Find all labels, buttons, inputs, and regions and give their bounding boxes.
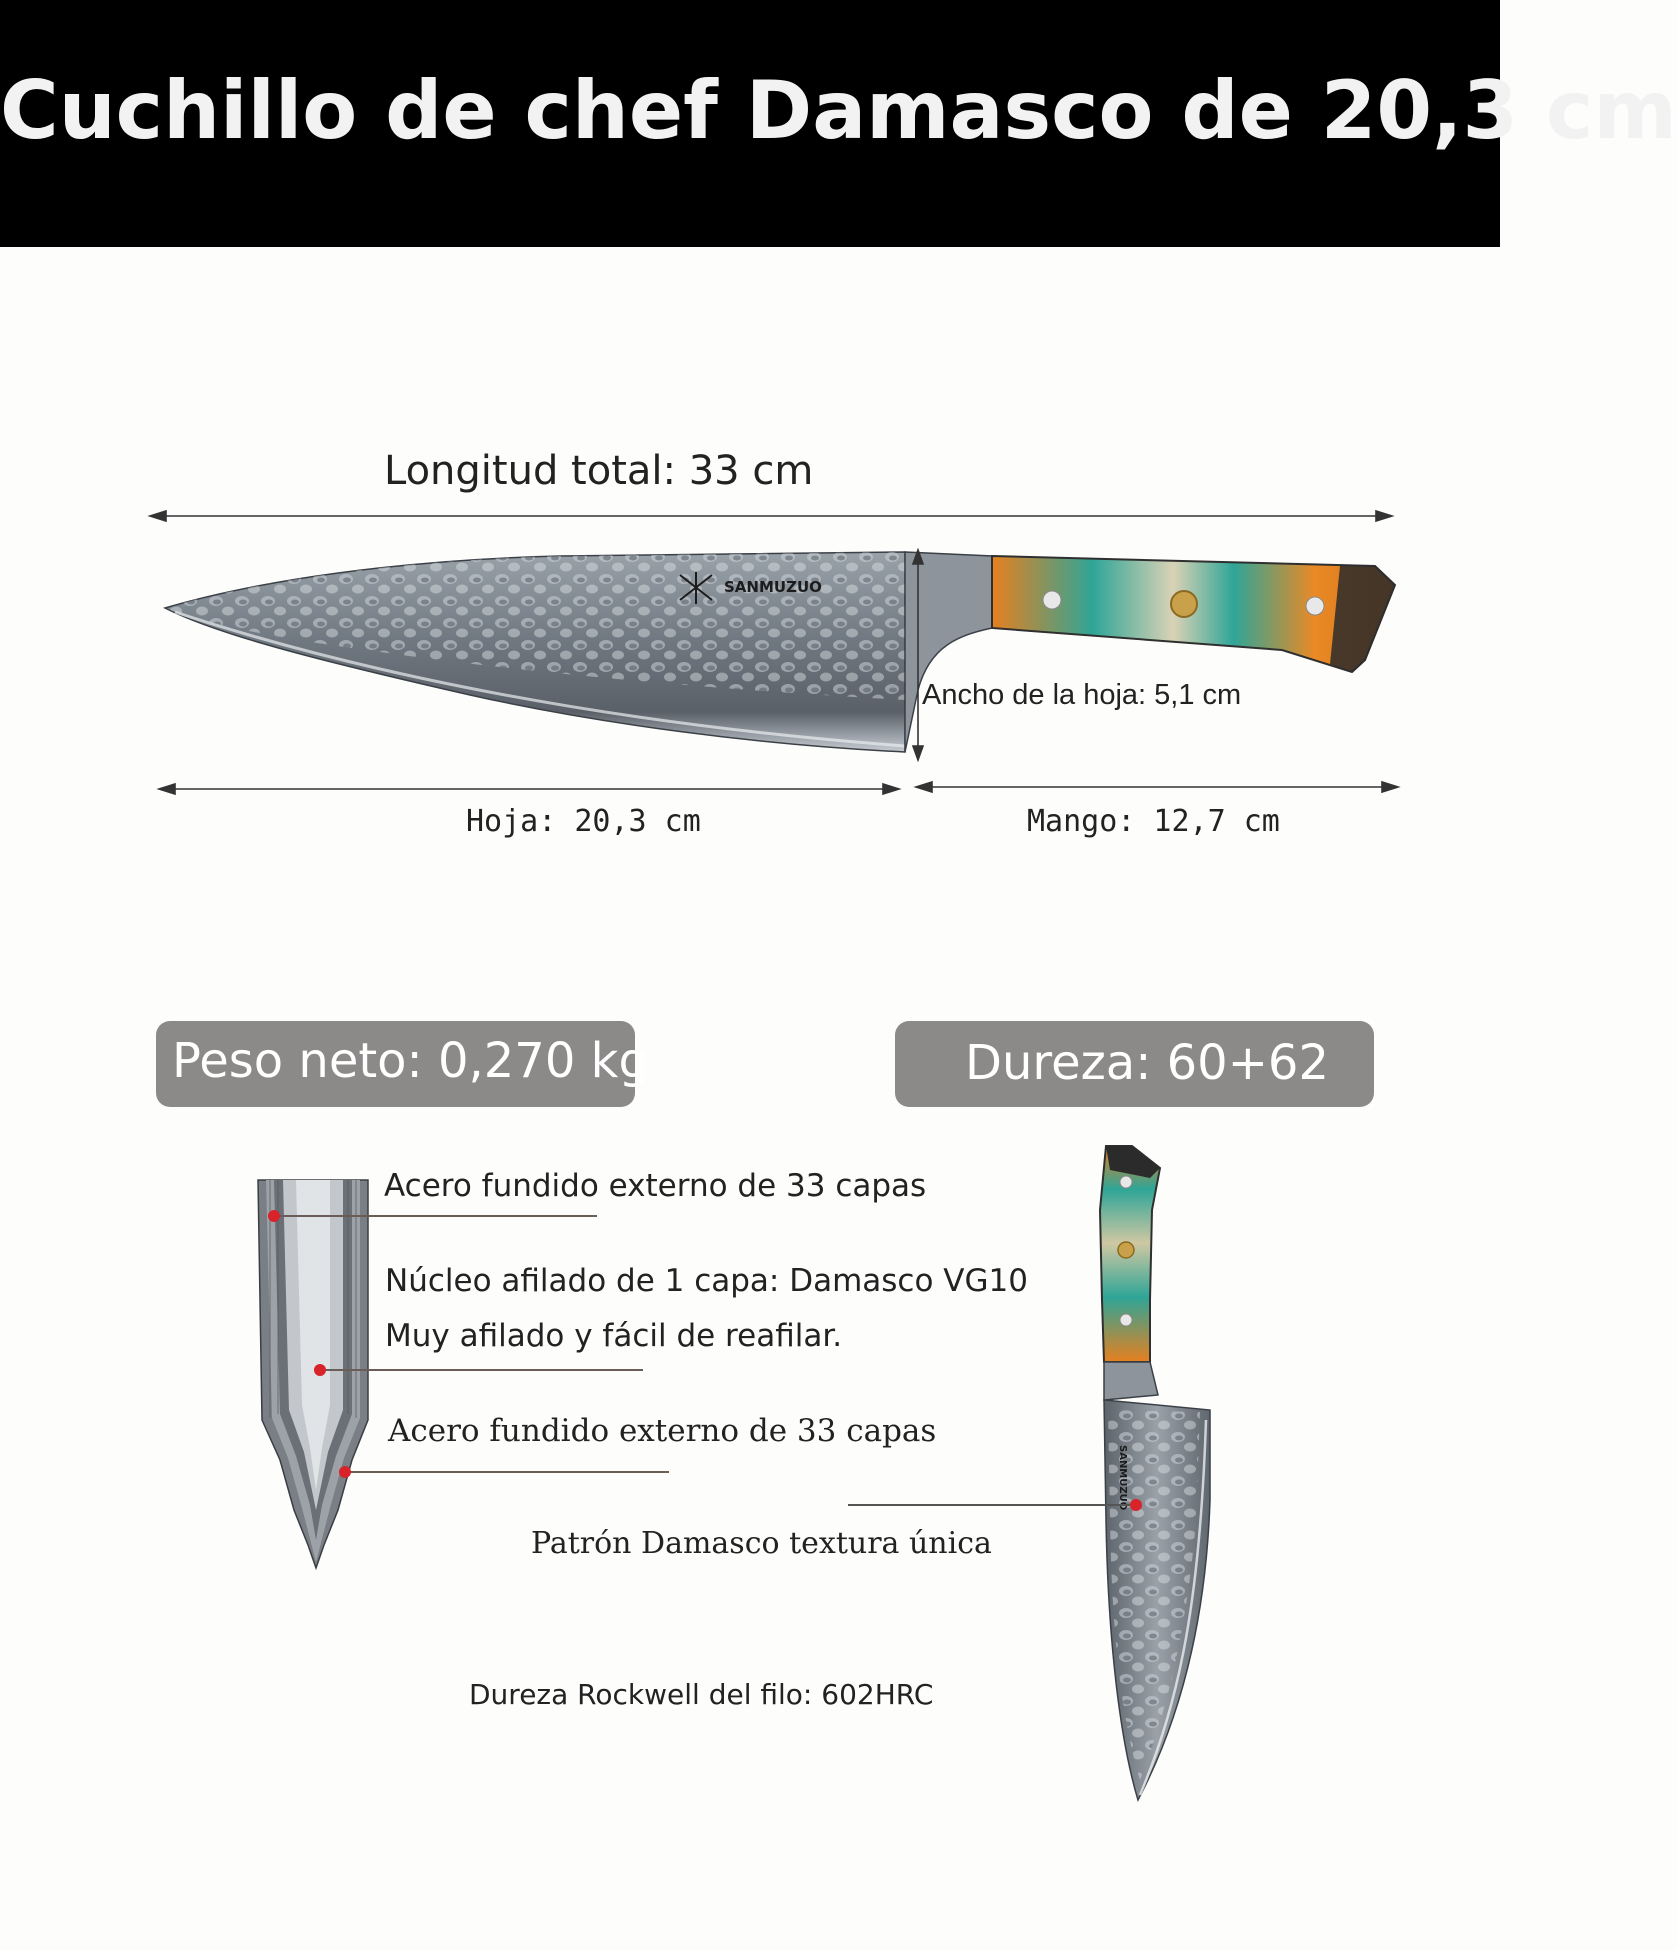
- svg-text:SANMUZUO: SANMUZUO: [724, 578, 822, 596]
- damascus-pattern-label: Patrón Damasco textura única: [531, 1526, 992, 1561]
- total-length-label: Longitud total: 33 cm: [384, 448, 814, 494]
- handle-length-label: Mango: 12,7 cm: [1027, 804, 1280, 839]
- net-weight-badge: [156, 1021, 649, 1107]
- core-label-line1: Núcleo afilado de 1 capa: Damasco VG10: [385, 1263, 1028, 1299]
- blade-length-arrow: [159, 784, 899, 794]
- page-title: Cuchillo de chef Damasco de 20,3 cm: [0, 64, 1677, 157]
- chef-knife-image: [165, 552, 1395, 752]
- total-length-arrow: [150, 511, 1392, 521]
- outer-layers-top-label: Acero fundido externo de 33 capas: [384, 1168, 927, 1204]
- blade-cross-section: [258, 1180, 669, 1568]
- edge-hardness-label: Dureza Rockwell del filo: 602HRC: [469, 1678, 934, 1711]
- handle-length-arrow: [916, 782, 1398, 792]
- outer-layers-bottom-label: Acero fundido externo de 33 capas: [388, 1413, 937, 1449]
- hardness-badge: [895, 1021, 1374, 1107]
- blade-length-label: Hoja: 20,3 cm: [466, 804, 701, 839]
- net-weight-label: Peso neto: 0,270 kg: [172, 1033, 649, 1089]
- blade-width-label: Ancho de la hoja: 5,1 cm: [922, 679, 1242, 711]
- hardness-label: Dureza: 60+62: [965, 1035, 1330, 1091]
- svg-text:SANMUZUO: SANMUZUO: [1117, 1445, 1128, 1511]
- core-label-line2: Muy afilado y fácil de reafilar.: [385, 1318, 843, 1354]
